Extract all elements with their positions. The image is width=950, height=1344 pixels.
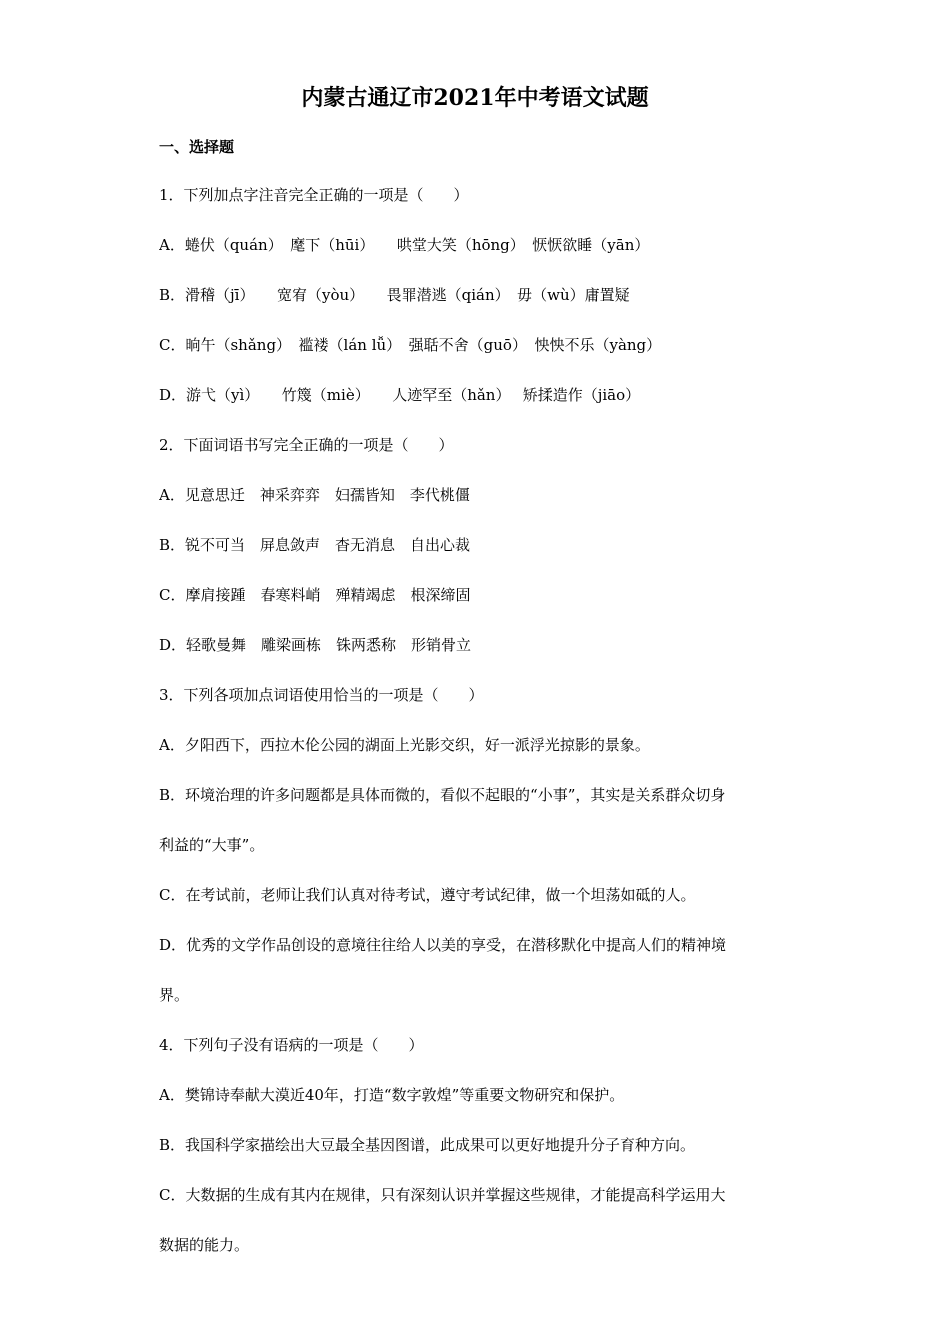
section-heading: 一、选择题 [159,138,235,156]
text-line: D．游弋（yì） 竹篾（miè） 人迹罕至（hǎn） 矫揉造作（jiāo） [159,386,641,404]
text-line: A．夕阳西下，西拉木伦公园的湖面上光影交织，好一派浮光掠影的景象。 [159,736,650,754]
question-lines [159,182,799,1282]
text-line: C．摩肩接踵 春寒料峭 殚精竭虑 根深缔固 [159,586,471,604]
text-line: C．在考试前，老师让我们认真对待考试，遵守考试纪律，做一个坦荡如砥的人。 [159,886,696,904]
text-line: B．滑稽（jī） 宽宥（yòu） 畏罪潜逃（qián） 毋（wù）庸置疑 [159,286,630,304]
text-line: A．见意思迁 神采弈弈 妇孺皆知 李代桃僵 [159,486,470,504]
text-line: B．我国科学家描绘出大豆最全基因图谱，此成果可以更好地提升分子育种方向。 [159,1136,696,1154]
text-line: 2．下面词语书写完全正确的一项是（ ） [159,436,454,454]
document-title: 内蒙古通辽市2021年中考语文试题 [301,85,649,111]
text-line: C．晌午（shǎng） 褴褛（lán lǚ） 强聒不舍（guō） 怏怏不乐（yàng） [159,336,662,354]
text-line: 界。 [159,986,190,1004]
text-line: 4．下列句子没有语病的一项是（ ） [159,1036,424,1054]
text-line: A．蜷伏（quán） 麾下（hūi） 哄堂大笑（hōng） 恹恹欲睡（yān） [159,236,650,254]
text-line: D．优秀的文学作品创设的意境往往给人以美的享受，在潜移默化中提高人们的精神境 [159,936,727,954]
text-line: A．樊锦诗奉献大漠近40年，打造“数字敦煌”等重要文物研究和保护。 [159,1086,625,1104]
text-line: B．锐不可当 屏息敛声 杳无消息 自出心裁 [159,536,471,554]
text-line: 3．下列各项加点词语使用恰当的一项是（ ） [159,686,484,704]
text-line: 1．下列加点字注音完全正确的一项是（ ） [159,186,469,204]
text-line: C．大数据的生成有其内在规律，只有深刻认识并掌握这些规律，才能提高科学运用大 [159,1186,726,1204]
text-line: D．轻歌曼舞 雕梁画栋 铢两悉称 形销骨立 [159,636,472,654]
text-line: 数据的能力。 [159,1236,250,1254]
text-line: 利益的“大事”。 [159,836,265,854]
text-line: B．环境治理的许多问题都是具体而微的，看似不起眼的“小事”，其实是关系群众切身 [159,786,726,804]
